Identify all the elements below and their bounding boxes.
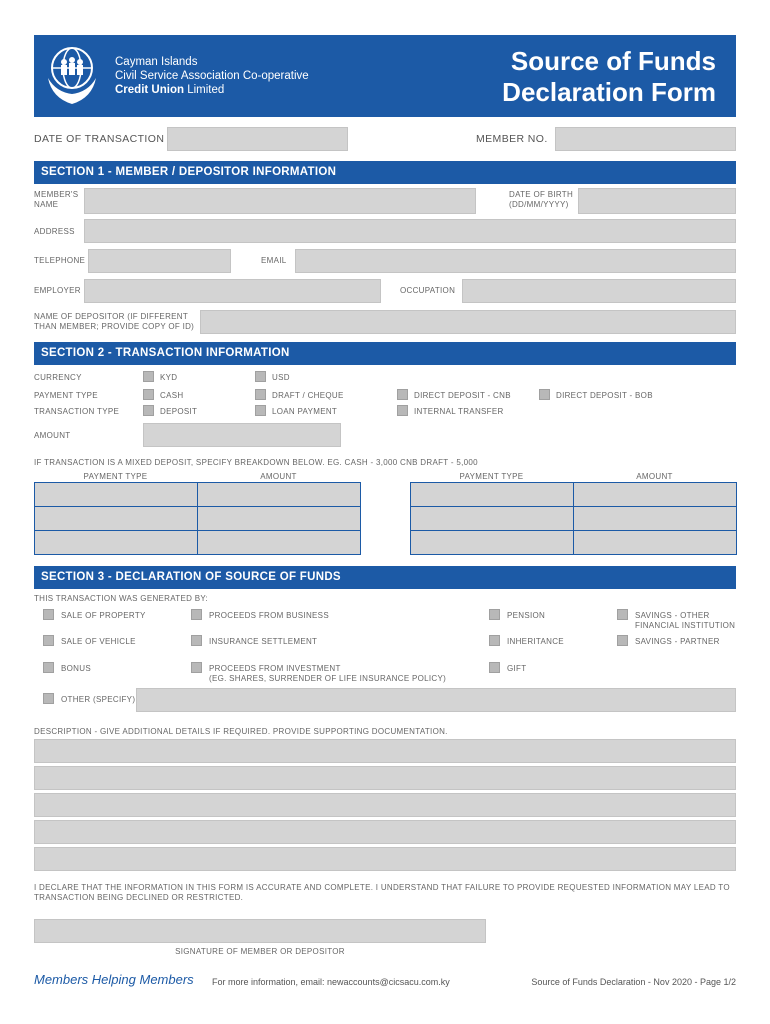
email-label: EMAIL: [261, 256, 287, 265]
savings-partner-checkbox[interactable]: [617, 635, 628, 646]
footer-slogan: Members Helping Members: [34, 972, 194, 987]
internal-transfer-checkbox[interactable]: [397, 405, 408, 416]
section1-header: SECTION 1 - MEMBER / DEPOSITOR INFORMATION: [34, 161, 736, 184]
usd-label: USD: [272, 373, 290, 382]
proceeds-investment-line1: PROCEEDS FROM INVESTMENT: [209, 664, 341, 673]
table-row: [35, 483, 361, 507]
sale-vehicle-checkbox[interactable]: [43, 635, 54, 646]
member-no-field[interactable]: [555, 127, 736, 151]
org-name-line3-rest: Limited: [184, 84, 225, 96]
address-label: ADDRESS: [34, 227, 75, 236]
proceeds-business-label: PROCEEDS FROM BUSINESS: [209, 611, 329, 620]
cash-label: CASH: [160, 391, 184, 400]
amount-field[interactable]: [143, 423, 341, 447]
usd-checkbox[interactable]: [255, 371, 266, 382]
sale-property-checkbox[interactable]: [43, 609, 54, 620]
deposit-label: DEPOSIT: [160, 407, 198, 416]
description-line[interactable]: [34, 793, 736, 817]
occupation-label: OCCUPATION: [400, 286, 456, 295]
email-field[interactable]: [295, 249, 736, 273]
bonus-label: BONUS: [61, 664, 91, 673]
col-payment-type-right: PAYMENT TYPE: [459, 472, 524, 481]
date-of-transaction-field[interactable]: [167, 127, 348, 151]
insurance-label: INSURANCE SETTLEMENT: [209, 637, 318, 646]
payment-type-cell[interactable]: [411, 531, 574, 555]
proceeds-investment-line2: (EG. SHARES, SURRENDER OF LIFE INSURANCE POLICY): [209, 674, 447, 683]
pension-label: PENSION: [507, 611, 546, 620]
dd-cnb-checkbox[interactable]: [397, 389, 408, 400]
breakdown-table-right: [410, 482, 737, 555]
amount-label: AMOUNT: [34, 431, 71, 440]
payment-type-cell[interactable]: [411, 483, 574, 507]
draft-label: DRAFT / CHEQUE: [272, 391, 344, 400]
kyd-checkbox[interactable]: [143, 371, 154, 382]
address-field[interactable]: [84, 219, 736, 243]
loan-payment-label: LOAN PAYMENT: [272, 407, 338, 416]
savings-other-line1: SAVINGS - OTHER: [635, 611, 710, 620]
savings-other-label: [635, 611, 735, 631]
amount-cell[interactable]: [198, 507, 361, 531]
description-line[interactable]: [34, 766, 736, 790]
pension-checkbox[interactable]: [489, 609, 500, 620]
proceeds-business-checkbox[interactable]: [191, 609, 202, 620]
amount-cell[interactable]: [574, 531, 737, 555]
employer-label: EMPLOYER: [34, 286, 81, 295]
currency-label: CURRENCY: [34, 373, 82, 382]
deposit-checkbox[interactable]: [143, 405, 154, 416]
savings-other-line2: FINANCIAL INSTITUTION: [635, 621, 736, 630]
hands-globe-icon: [44, 42, 100, 110]
description-line[interactable]: [34, 739, 736, 763]
dd-bob-label: DIRECT DEPOSIT - BOB: [556, 391, 653, 400]
gift-checkbox[interactable]: [489, 662, 500, 673]
section3-header: SECTION 3 - DECLARATION OF SOURCE OF FUNDS: [34, 566, 736, 589]
proceeds-investment-checkbox[interactable]: [191, 662, 202, 673]
generated-by-label: THIS TRANSACTION WAS GENERATED BY:: [34, 594, 209, 603]
kyd-label: KYD: [160, 373, 178, 382]
dob-field[interactable]: [578, 188, 736, 214]
description-label: DESCRIPTION - GIVE ADDITIONAL DETAILS IF REQUIRED. PROVIDE SUPPORTING DOCUMENTATION.: [34, 727, 448, 736]
savings-other-checkbox[interactable]: [617, 609, 628, 620]
dd-cnb-label: DIRECT DEPOSIT - CNB: [414, 391, 511, 400]
sale-vehicle-label: SALE OF VEHICLE: [61, 637, 136, 646]
amount-cell[interactable]: [198, 531, 361, 555]
inheritance-checkbox[interactable]: [489, 635, 500, 646]
savings-partner-label: SAVINGS - PARTNER: [635, 637, 720, 646]
breakdown-table-left: [34, 482, 361, 555]
signature-field[interactable]: [34, 919, 486, 943]
org-name-line2: Civil Service Association Co-operative: [115, 70, 309, 82]
form-title-line2: Declaration Form: [502, 77, 716, 107]
dd-bob-checkbox[interactable]: [539, 389, 550, 400]
payment-type-cell[interactable]: [35, 507, 198, 531]
footer-doc-ref: Source of Funds Declaration - Nov 2020 - Page 1/2: [531, 977, 736, 987]
description-line[interactable]: [34, 847, 736, 871]
description-line[interactable]: [34, 820, 736, 844]
section2-header: SECTION 2 - TRANSACTION INFORMATION: [34, 342, 736, 365]
employer-field[interactable]: [84, 279, 381, 303]
telephone-field[interactable]: [88, 249, 231, 273]
dob-label: DATE OF BIRTH (DD/MM/YYYY): [509, 190, 574, 209]
members-name-label: MEMBER'S NAME: [34, 190, 79, 209]
logo: [44, 42, 100, 110]
col-amount-right: AMOUNT: [636, 472, 673, 481]
member-no-label: MEMBER NO.: [476, 133, 548, 145]
mixed-deposit-note: IF TRANSACTION IS A MIXED DEPOSIT, SPECIFY BREAKDOWN BELOW. EG. CASH - 3,000 CNB DRAFT - 5,000: [34, 458, 478, 467]
bonus-checkbox[interactable]: [43, 662, 54, 673]
table-row: [411, 531, 737, 555]
table-row: [35, 531, 361, 555]
inheritance-label: INHERITANCE: [507, 637, 564, 646]
members-name-field[interactable]: [84, 188, 476, 214]
table-row: [35, 507, 361, 531]
draft-checkbox[interactable]: [255, 389, 266, 400]
amount-cell[interactable]: [574, 483, 737, 507]
other-specify-field[interactable]: [136, 688, 736, 712]
org-name-line1: Cayman Islands: [115, 56, 198, 68]
payment-type-label: PAYMENT TYPE: [34, 391, 98, 400]
col-payment-type-left: PAYMENT TYPE: [83, 472, 148, 481]
cash-checkbox[interactable]: [143, 389, 154, 400]
amount-cell[interactable]: [198, 483, 361, 507]
sale-property-label: SALE OF PROPERTY: [61, 611, 146, 620]
payment-type-cell[interactable]: [35, 531, 198, 555]
internal-transfer-label: INTERNAL TRANSFER: [414, 407, 504, 416]
occupation-field[interactable]: [462, 279, 736, 303]
insurance-checkbox[interactable]: [191, 635, 202, 646]
col-amount-left: AMOUNT: [260, 472, 297, 481]
transaction-type-label: TRANSACTION TYPE: [34, 407, 120, 416]
other-checkbox[interactable]: [43, 693, 54, 704]
signature-label: SIGNATURE OF MEMBER OR DEPOSITOR: [175, 947, 345, 956]
depositor-label: NAME OF DEPOSITOR (IF DIFFERENT THAN MEMBER; PROVIDE COPY OF ID): [34, 312, 195, 331]
loan-payment-checkbox[interactable]: [255, 405, 266, 416]
amount-cell[interactable]: [574, 507, 737, 531]
other-label: OTHER (SPECIFY): [61, 695, 136, 704]
telephone-label: TELEPHONE: [34, 256, 86, 265]
payment-type-cell[interactable]: [35, 483, 198, 507]
footer-info: For more information, email: newaccounts@cicsacu.com.ky: [212, 977, 450, 987]
proceeds-investment-label: [209, 664, 446, 684]
declaration-text: I DECLARE THAT THE INFORMATION IN THIS FORM IS ACCURATE AND COMPLETE. I UNDERSTAND THAT FAILURE TO PROVIDE REQUESTED INFORMATION MAY LEAD TO TRANSACTION BEING DECLINED OR RESTRICTED.: [34, 883, 730, 902]
depositor-field[interactable]: [200, 310, 736, 334]
date-of-transaction-label: DATE OF TRANSACTION: [34, 133, 165, 145]
table-row: [411, 507, 737, 531]
table-row: [411, 483, 737, 507]
payment-type-cell[interactable]: [411, 507, 574, 531]
gift-label: GIFT: [507, 664, 527, 673]
form-title-line1: Source of Funds: [510, 46, 716, 76]
org-name-line3-bold: Credit Union: [115, 84, 184, 96]
